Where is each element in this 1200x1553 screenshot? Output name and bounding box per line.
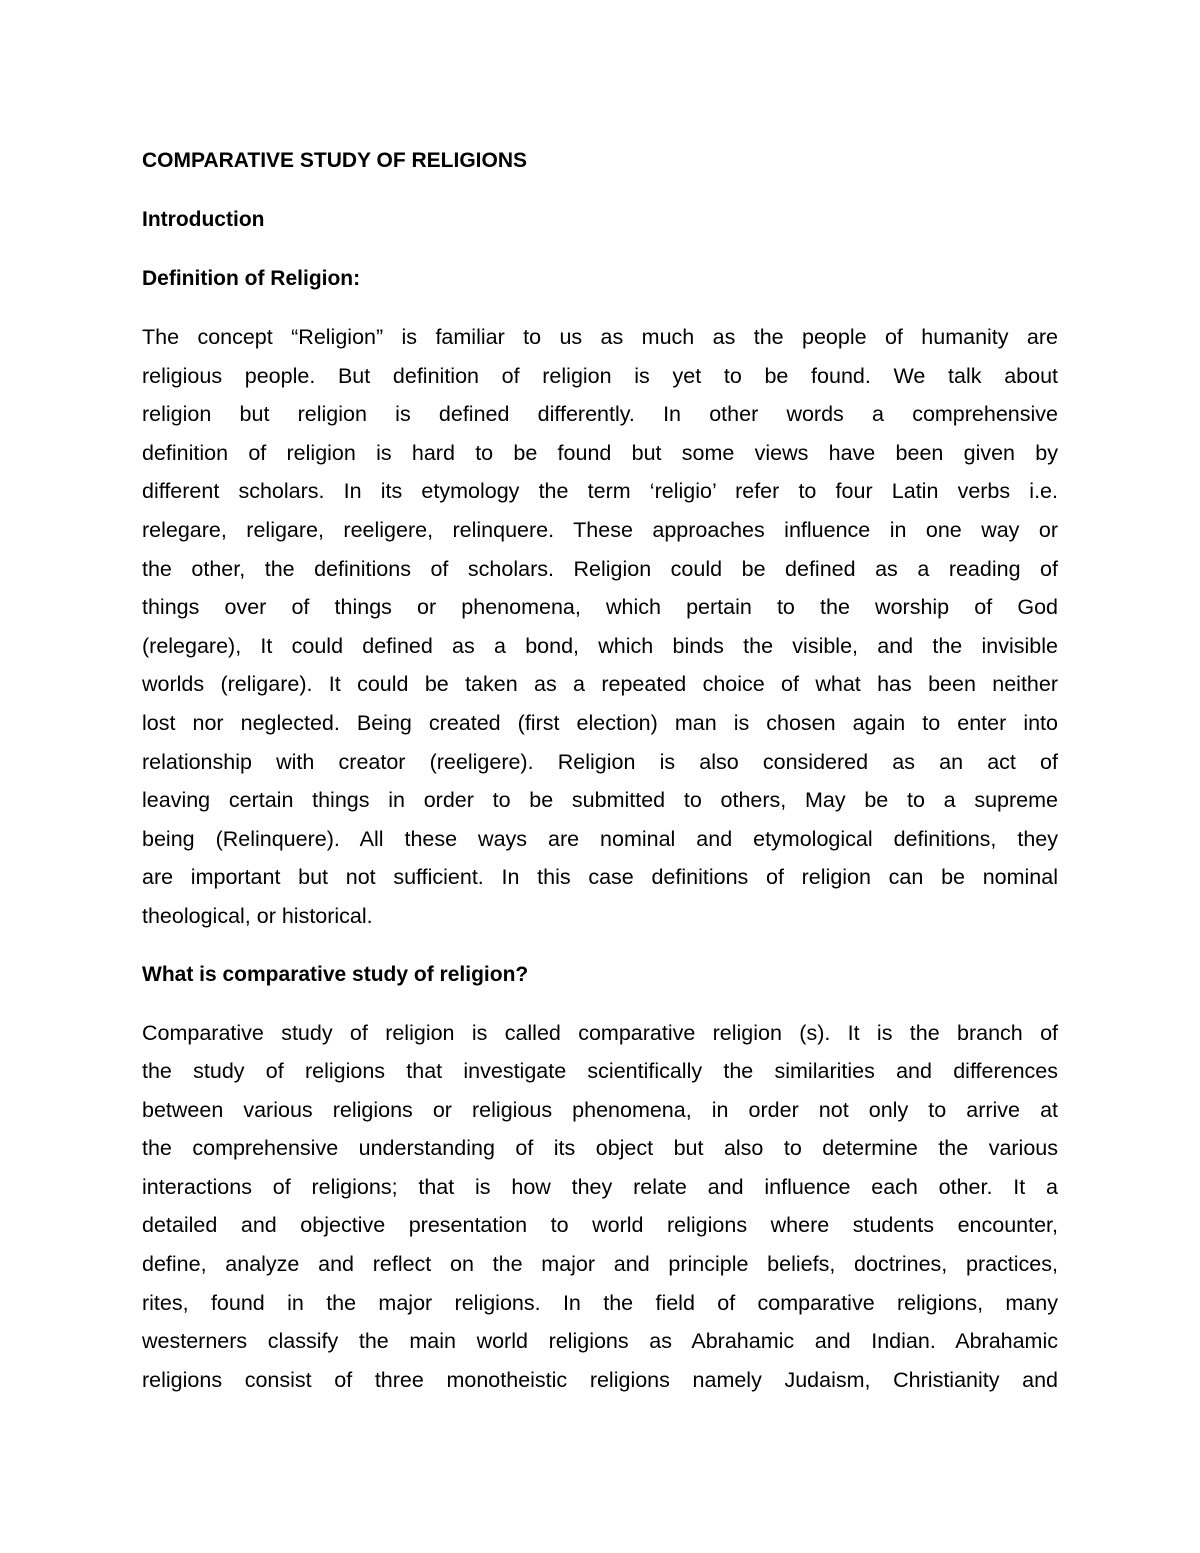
paragraph-line: Comparative study of religion is called comparative religion (s). It is the branch of — [142, 1020, 1058, 1045]
definition-paragraph — [142, 318, 1058, 936]
comparative-study-heading: What is comparative study of religion? — [142, 962, 529, 986]
paragraph-line: westerners classify the main world religions as Abrahamic and Indian. Abrahamic — [142, 1329, 1058, 1354]
paragraph-line: the other, the definitions of scholars. Religion could be defined as a reading of — [142, 556, 1058, 581]
paragraph-line: (relegare), It could defined as a bond, which binds the visible, and the invisible — [142, 633, 1058, 658]
paragraph-line: religions consist of three monotheistic religions namely Judaism, Christianity and — [142, 1367, 1058, 1392]
paragraph-line: the comprehensive understanding of its object but also to determine the various — [142, 1136, 1058, 1161]
paragraph-line: detailed and objective presentation to world religions where students encounter, — [142, 1213, 1058, 1238]
definition-heading: Definition of Religion: — [142, 267, 361, 290]
paragraph-line: different scholars. In its etymology the term ‘religio’ refer to four Latin verbs i.e. — [142, 479, 1058, 504]
paragraph-line: things over of things or phenomena, which pertain to the worship of God — [142, 595, 1058, 620]
paragraph-line: leaving certain things in order to be submitted to others, May be to a supreme — [142, 788, 1058, 813]
paragraph-line: relationship with creator (reeligere). Religion is also considered as an act of — [142, 749, 1058, 774]
paragraph-line: The concept “Religion” is familiar to us as much as the people of humanity are — [142, 325, 1058, 349]
comparative-study-paragraph — [142, 1014, 1058, 1400]
paragraph-line: relegare, religare, reeligere, relinquere. These approaches influence in one way or — [142, 517, 1058, 542]
paragraph-line: definition of religion is hard to be found but some views have been given by — [142, 440, 1058, 465]
paragraph-line: worlds (religare). It could be taken as a repeated choice of what has been neither — [142, 672, 1058, 697]
paragraph-line: the study of religions that investigate scientifically the similarities and differences — [142, 1059, 1058, 1084]
document-content — [142, 142, 1058, 1399]
introduction-heading: Introduction — [142, 208, 265, 231]
paragraph-line: being (Relinquere). All these ways are nominal and etymological definitions, they — [142, 826, 1058, 851]
paragraph-line: define, analyze and reflect on the major and principle beliefs, doctrines, practices, — [142, 1252, 1058, 1277]
paragraph-line: lost nor neglected. Being created (first election) man is chosen again to enter into — [142, 710, 1058, 735]
paragraph-line: between various religions or religious phenomena, in order not only to arrive at — [142, 1097, 1058, 1122]
document-title: COMPARATIVE STUDY OF RELIGIONS — [142, 149, 528, 172]
paragraph-line: religion but religion is defined differently. In other words a comprehensive — [142, 402, 1058, 427]
paragraph-line: are important but not sufficient. In this case definitions of religion can be nominal — [142, 865, 1058, 890]
paragraph-line: interactions of religions; that is how they relate and influence each other. It a — [142, 1174, 1058, 1199]
paragraph-line: religious people. But definition of religion is yet to be found. We talk about — [142, 363, 1058, 388]
paragraph-line: rites, found in the major religions. In the field of comparative religions, many — [142, 1290, 1058, 1315]
paragraph-line: theological, or historical. — [142, 903, 373, 928]
